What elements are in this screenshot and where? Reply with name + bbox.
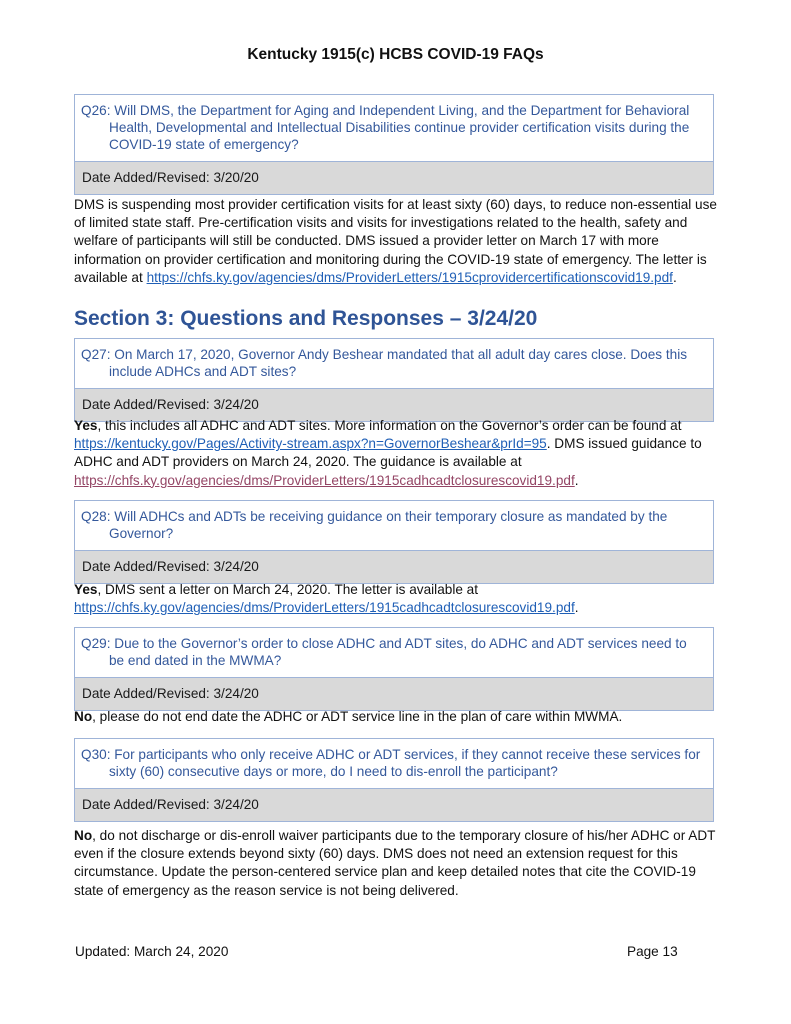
answer-lead: No [74, 709, 93, 724]
faq-question: Q28: Will ADHCs and ADTs be receiving guidance on their temporary closure as mandated by the Governor? [75, 501, 713, 551]
adhc-adt-guidance-link[interactable]: https://chfs.ky.gov/agencies/dms/ProviderLetters/1915cadhcadtclosurescovid19.pdf [74, 472, 575, 488]
faq-box-q26 [74, 94, 714, 195]
document-title: Kentucky 1915(c) HCBS COVID-19 FAQs [247, 46, 544, 63]
faq-date: Date Added/Revised: 3/24/20 [75, 551, 713, 583]
footer-updated-date: Updated: March 24, 2020 [75, 944, 229, 959]
answer-text: DMS is suspending most provider certification visits for at least sixty (60) days, to reduce non-essential use of limited state staff. Pre-certification visits and visits for investigations related to the health, safety and welfare of participants will still be conducted. DMS issued a provider letter on March 17 with more information on provider certification and monitoring during the COVID-19 state of emergency. The letter is available at [74, 197, 717, 285]
faq-date: Date Added/Revised: 3/24/20 [75, 789, 713, 821]
answer-tail: . [574, 472, 579, 488]
faq-date: Date Added/Revised: 3/24/20 [75, 389, 713, 421]
answer-tail: . [672, 269, 677, 285]
section-heading: Section 3: Questions and Responses – 3/24/20 [74, 307, 538, 330]
footer-page-number: Page 13 [627, 944, 678, 959]
faq-question: Q30: For participants who only receive ADHC or ADT services, if they cannot receive these services for sixty (60) consecutive days or more, do I need to dis-enroll the participant? [75, 739, 713, 789]
answer-lead: No [74, 828, 93, 843]
faq-question: Q27: On March 17, 2020, Governor Andy Beshear mandated that all adult day cares close. Does this include ADHCs and ADT sites? [75, 339, 713, 389]
closure-letter-link[interactable]: https://chfs.ky.gov/agencies/dms/ProviderLetters/1915cadhcadtclosurescovid19.pdf [74, 600, 575, 616]
answer-text: , this includes all ADHC and ADT sites. More information on the Governor’s order can be found at [97, 418, 682, 433]
faq-question: Q29: Due to the Governor’s order to close ADHC and ADT sites, do ADHC and ADT services need to be end dated in the MWMA? [75, 628, 713, 678]
faq-question: Q26: Will DMS, the Department for Aging and Independent Living, and the Department for Behavioral Health, Developmental and Intellectual Disabilities continue provider certification visits during the COVID-19 state of emergency? [75, 95, 713, 162]
faq-box-q28 [74, 500, 714, 584]
faq-box-q30 [74, 738, 714, 822]
faq-date: Date Added/Revised: 3/24/20 [75, 678, 713, 710]
provider-letter-link[interactable]: https://chfs.ky.gov/agencies/dms/ProviderLetters/1915cprovidercertificationscovid19.pdf [146, 269, 673, 285]
faq-box-q27 [74, 338, 714, 422]
faq-answer-q27 [74, 417, 719, 490]
faq-answer-q26 [74, 196, 719, 287]
faq-answer-q30 [74, 827, 719, 900]
faq-date: Date Added/Revised: 3/20/20 [75, 162, 713, 194]
answer-text: , DMS sent a letter on March 24, 2020. The letter is available at [97, 582, 479, 597]
answer-text: . DMS issued guidance to ADHC and ADT providers on March 24, 2020. The guidance is available at [74, 436, 702, 470]
faq-answer-q29 [74, 708, 719, 726]
answer-tail: . [574, 600, 579, 616]
answer-text: , please do not end date the ADHC or ADT service line in the plan of care within MWMA. [92, 709, 623, 724]
answer-lead: Yes [74, 582, 98, 597]
governor-order-link[interactable]: https://kentucky.gov/Pages/Activity-stream.aspx?n=GovernorBeshear&prId=95 [74, 436, 547, 452]
answer-text: , do not discharge or dis-enroll waiver participants due to the temporary closure of his/her ADHC or ADT even if the closure extends beyond sixty (60) days. DMS does not need an extension request for this circumstance. Update the person-centered service plan and keep detailed notes that cite the COVID-19 state of emergency as the reason service is not being delivered. [74, 828, 716, 898]
answer-lead: Yes [74, 418, 98, 433]
faq-answer-q28 [74, 581, 719, 617]
faq-box-q29 [74, 627, 714, 711]
